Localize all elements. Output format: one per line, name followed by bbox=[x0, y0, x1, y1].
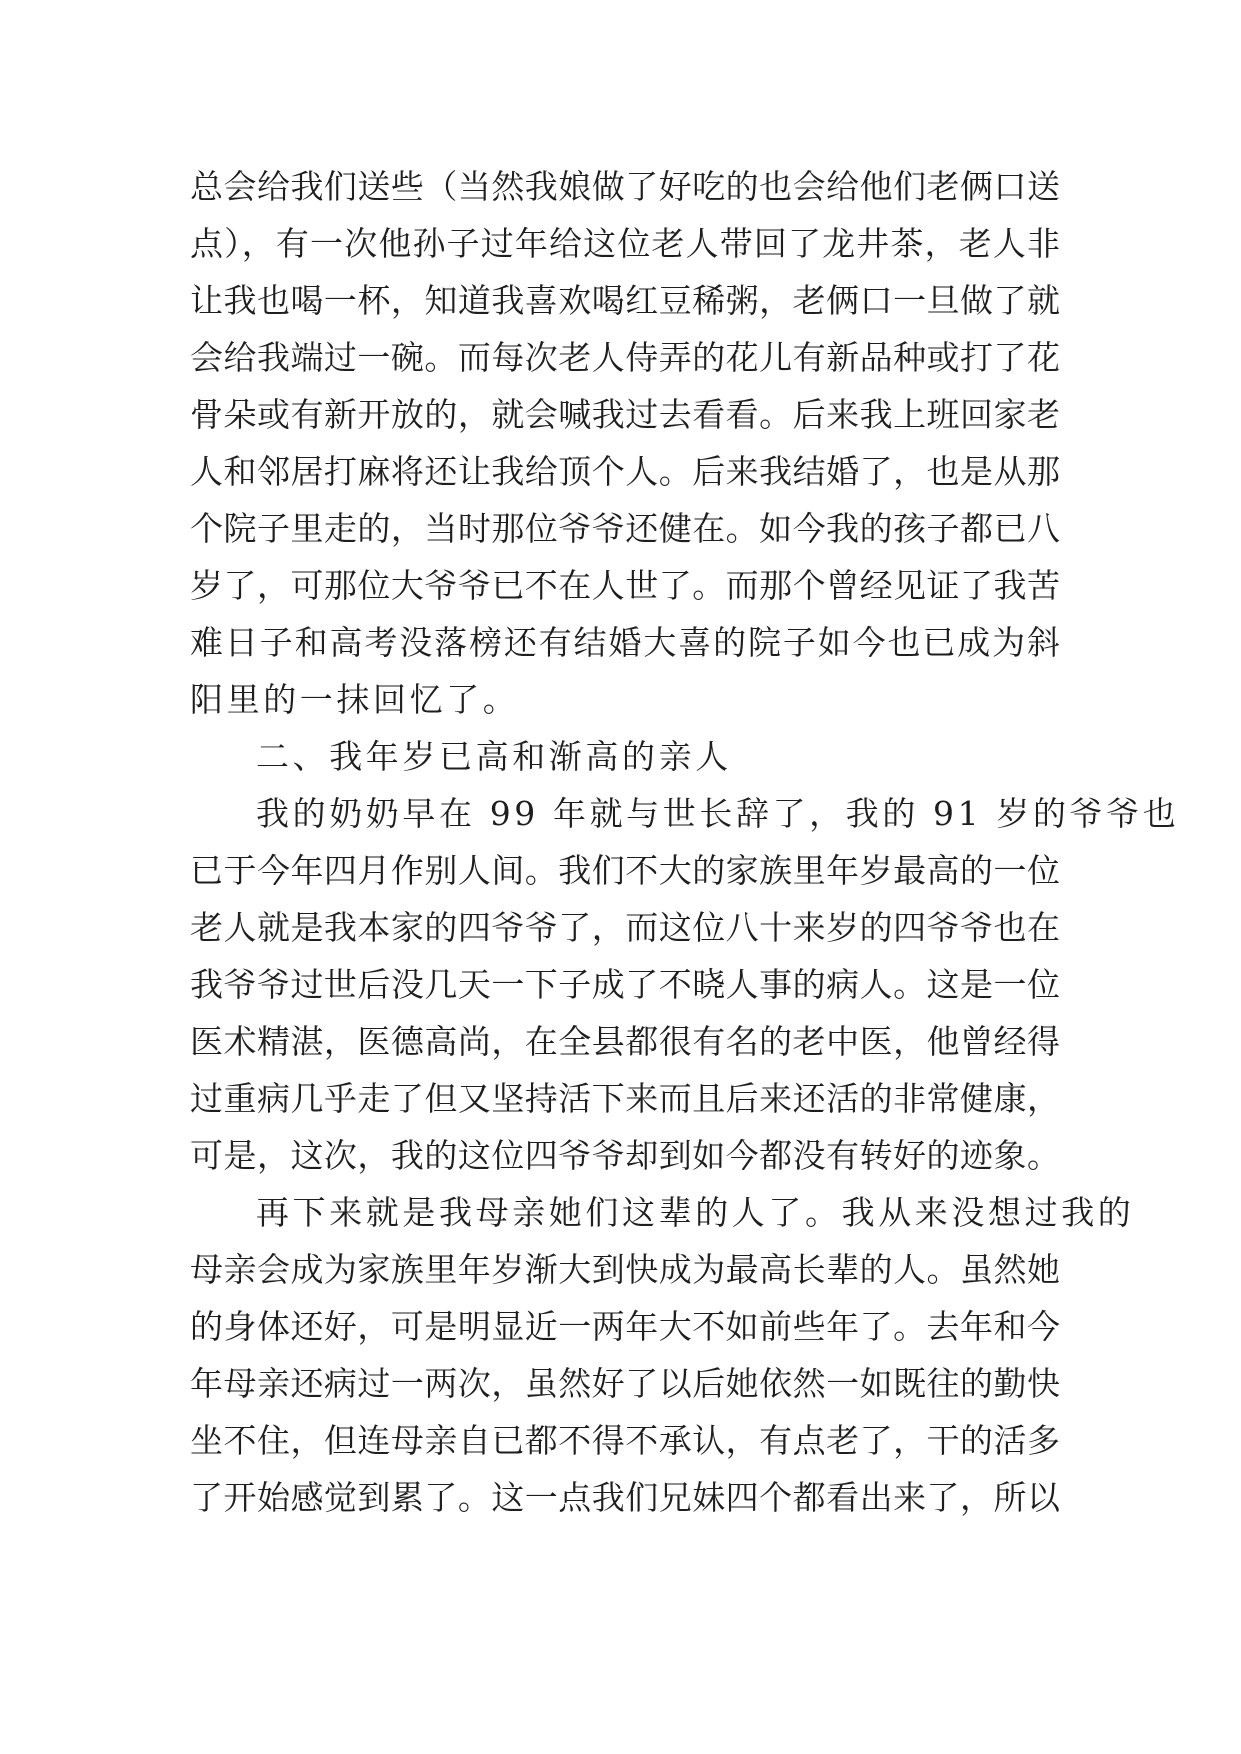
body-line: 的身体还好，可是明显近一两年大不如前些年了。去年和今 bbox=[190, 1307, 1060, 1346]
body-line: 骨朵或有新开放的，就会喊我过去看看。后来我上班回家老 bbox=[190, 395, 1060, 434]
section-heading: 二、我年岁已高和渐高的亲人 bbox=[256, 737, 732, 776]
document-body bbox=[190, 158, 1180, 1526]
body-line: 总会给我们送些（当然我娘做了好吃的也会给他们老俩口送 bbox=[190, 167, 1060, 206]
body-line: 个院子里走的，当时那位爷爷还健在。如今我的孩子都已八 bbox=[190, 509, 1060, 548]
body-line: 医术精湛，医德高尚，在全县都很有名的老中医，他曾经得 bbox=[190, 1022, 1060, 1061]
body-line: 过重病几乎走了但又坚持活下来而且后来还活的非常健康， bbox=[190, 1079, 1060, 1118]
body-line: 让我也喝一杯，知道我喜欢喝红豆稀粥，老俩口一旦做了就 bbox=[190, 281, 1060, 320]
body-line: 可是，这次，我的这位四爷爷却到如今都没有转好的迹象。 bbox=[190, 1136, 1060, 1175]
paragraph-first-line: 再下来就是我母亲她们这辈的人了。我从来没想过我的 bbox=[256, 1193, 1135, 1232]
body-line: 母亲会成为家族里年岁渐大到快成为最高长辈的人。虽然她 bbox=[190, 1250, 1060, 1289]
paragraph-first-line: 我的奶奶早在 99 年就与世长辞了，我的 91 岁的爷爷也 bbox=[256, 794, 1180, 833]
body-line: 难日子和高考没落榜还有结婚大喜的院子如今也已成为斜 bbox=[190, 623, 1060, 662]
body-line: 已于今年四月作别人间。我们不大的家族里年岁最高的一位 bbox=[190, 851, 1060, 890]
body-line: 阳里的一抹回忆了。 bbox=[190, 680, 520, 719]
body-line: 岁了，可那位大爷爷已不在人世了。而那个曾经见证了我苦 bbox=[190, 566, 1060, 605]
body-line: 点），有一次他孙子过年给这位老人带回了龙井茶，老人非 bbox=[190, 224, 1060, 263]
body-line: 年母亲还病过一两次，虽然好了以后她依然一如既往的勤快 bbox=[190, 1364, 1060, 1403]
body-line: 会给我端过一碗。而每次老人侍弄的花儿有新品种或打了花 bbox=[190, 338, 1060, 377]
body-line: 坐不住，但连母亲自已都不得不承认，有点老了，干的活多 bbox=[190, 1421, 1060, 1460]
body-line: 人和邻居打麻将还让我给顶个人。后来我结婚了，也是从那 bbox=[190, 452, 1060, 491]
body-line: 了开始感觉到累了。这一点我们兄妹四个都看出来了，所以 bbox=[190, 1478, 1060, 1517]
body-line: 我爷爷过世后没几天一下子成了不晓人事的病人。这是一位 bbox=[190, 965, 1060, 1004]
body-line: 老人就是我本家的四爷爷了，而这位八十来岁的四爷爷也在 bbox=[190, 908, 1060, 947]
